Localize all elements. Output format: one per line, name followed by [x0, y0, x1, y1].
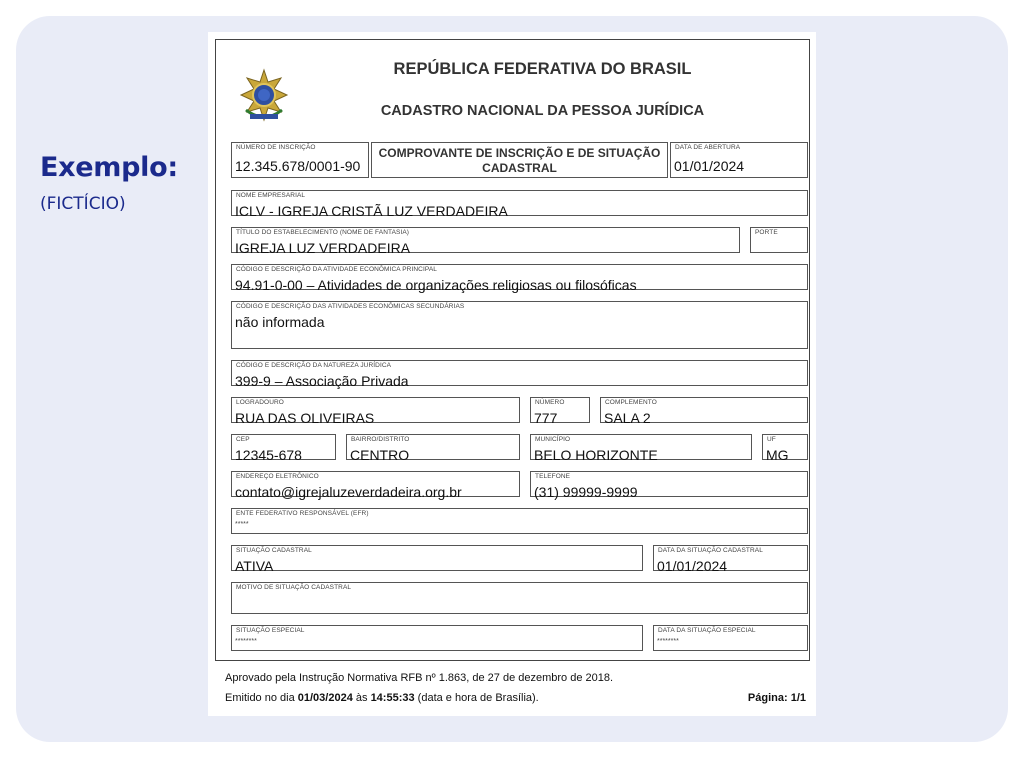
field-value: 12345-678	[235, 447, 302, 463]
field-value: CENTRO	[350, 447, 410, 463]
field-label: SITUAÇÃO CADASTRAL	[236, 547, 312, 554]
field-bairro	[346, 434, 520, 463]
field-value: 399-9 – Associação Privada	[235, 373, 409, 389]
field-data-situacao-especial	[653, 625, 808, 651]
field-label: COMPLEMENTO	[605, 399, 657, 406]
field-telefone	[530, 471, 808, 500]
field-motivo-situacao	[231, 582, 808, 614]
field-label: TÍTULO DO ESTABELECIMENTO (NOME DE FANTASIA)	[236, 229, 410, 236]
field-value: 12.345.678/0001-90	[235, 158, 361, 174]
field-value: ICLV - IGREJA CRISTÃ LUZ VERDADEIRA	[235, 203, 508, 219]
field-label: LOGRADOURO	[236, 399, 284, 406]
field-value: 01/01/2024	[674, 158, 745, 174]
field-label: CÓDIGO E DESCRIÇÃO DA ATIVIDADE ECONÔMICA PRINCIPAL	[236, 266, 437, 273]
issued-time: 14:55:33	[370, 692, 415, 704]
field-porte	[750, 227, 808, 253]
field-value: 94.91-0-00 – Atividades de organizações religiosas ou filosóficas	[235, 277, 637, 293]
field-label: DATA DA SITUAÇÃO CADASTRAL	[658, 547, 763, 554]
field-nome-empresarial	[231, 190, 808, 219]
field-numero-inscricao	[231, 142, 369, 178]
field-value: RUA DAS OLIVEIRAS	[235, 410, 375, 426]
field-label: CÓDIGO E DESCRIÇÃO DA NATUREZA JURÍDICA	[236, 362, 392, 369]
issued-suffix: (data e hora de Brasília).	[414, 692, 539, 704]
field-value: 777	[534, 410, 558, 426]
field-cep	[231, 434, 336, 463]
field-value: MG	[766, 447, 789, 463]
issued-mid: às	[352, 692, 371, 704]
field-numero	[530, 397, 590, 426]
field-value: SALA 2	[604, 410, 651, 426]
page-number: Página: 1/1	[747, 692, 806, 704]
field-municipio	[530, 434, 752, 463]
field-comprovante-title	[371, 142, 668, 178]
field-situacao-cadastral	[231, 545, 643, 574]
field-value: BELO HORIZONTE	[534, 447, 658, 463]
field-value: IGREJA LUZ VERDADEIRA	[235, 240, 411, 256]
field-value: ********	[235, 638, 257, 645]
field-label: ENTE FEDERATIVO RESPONSÁVEL (EFR)	[236, 510, 369, 517]
field-value: não informada	[235, 314, 325, 330]
field-value: 01/01/2024	[657, 558, 728, 574]
field-data-abertura	[670, 142, 808, 178]
field-uf	[762, 434, 808, 463]
field-label: NÚMERO	[535, 399, 565, 406]
field-value: ATIVA	[235, 558, 274, 574]
document-frame	[215, 39, 810, 661]
footer-issued	[225, 692, 539, 704]
comprovante-line2: CADASTRAL	[482, 161, 557, 175]
comprovante-title	[372, 146, 667, 176]
field-data-situacao-cadastral	[653, 545, 808, 574]
field-label: MUNICÍPIO	[535, 436, 571, 443]
field-label: NÚMERO DE INSCRIÇÃO	[236, 144, 316, 151]
field-value: contato@igrejaluzeverdadeira.org.br	[235, 484, 462, 500]
field-label: UF	[767, 436, 776, 443]
field-label: ENDEREÇO ELETRÔNICO	[236, 473, 319, 480]
field-label: NOME EMPRESARIAL	[236, 192, 306, 199]
field-situacao-especial	[231, 625, 643, 651]
field-label: PORTE	[755, 229, 778, 236]
field-label: DATA DA SITUAÇÃO ESPECIAL	[658, 627, 756, 634]
field-label: CÓDIGO E DESCRIÇÃO DAS ATIVIDADES ECONÔMICAS SECUNDÁRIAS	[236, 303, 465, 310]
field-complemento	[600, 397, 808, 426]
issued-prefix: Emitido no dia	[225, 692, 298, 704]
field-label: BAIRRO/DISTRITO	[351, 436, 410, 443]
footer-approved: Aprovado pela Instrução Normativa RFB nº 1.863, de 27 de dezembro de 2018.	[225, 672, 614, 684]
field-email	[231, 471, 520, 500]
example-title: Exemplo:	[40, 152, 178, 183]
issued-date: 01/03/2024	[297, 692, 353, 704]
field-efr	[231, 508, 808, 534]
header-registry: CADASTRO NACIONAL DA PESSOA JURÍDICA	[380, 103, 705, 119]
field-label: TELEFONE	[535, 473, 571, 480]
field-value: (31) 99999-9999	[534, 484, 638, 500]
field-label: DATA DE ABERTURA	[675, 144, 741, 151]
cnpj-document	[208, 32, 816, 716]
field-label: CEP	[236, 436, 250, 443]
header-republic: REPÚBLICA FEDERATIVA DO BRASIL	[393, 60, 692, 78]
field-natureza-juridica	[231, 360, 808, 389]
field-atividade-principal	[231, 264, 808, 293]
field-label: SITUAÇÃO ESPECIAL	[236, 627, 305, 634]
field-value: *****	[235, 521, 249, 528]
field-label: MOTIVO DE SITUAÇÃO CADASTRAL	[236, 584, 352, 591]
example-subtitle: (FICTÍCIO)	[40, 194, 126, 214]
field-atividades-secundarias	[231, 301, 808, 349]
field-value: ********	[657, 638, 679, 645]
field-titulo-estabelecimento	[231, 227, 740, 256]
comprovante-line1: COMPROVANTE DE INSCRIÇÃO E DE SITUAÇÃO	[378, 146, 661, 160]
field-logradouro	[231, 397, 520, 426]
